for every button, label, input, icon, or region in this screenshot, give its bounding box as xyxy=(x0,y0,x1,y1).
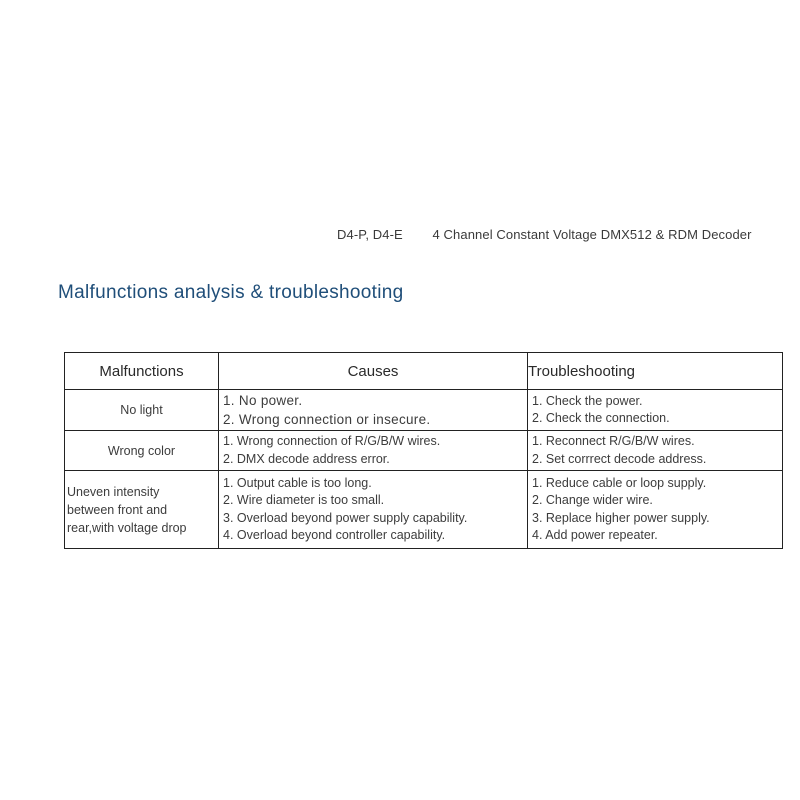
causes-cell xyxy=(219,431,528,471)
troubleshooting-cell xyxy=(528,431,783,471)
malfunction-text: Uneven intensity xyxy=(67,484,160,499)
malfunction-cell xyxy=(65,390,219,431)
malfunction-text: No light xyxy=(120,403,163,417)
malfunction-text: Wrong color xyxy=(107,443,176,458)
cause-item: 3. Overload beyond power supply capability. xyxy=(223,510,468,525)
cause-item: 2. DMX decode address error. xyxy=(223,451,390,466)
cause-item: 1. Wrong connection of R/G/B/W wires. xyxy=(223,434,441,448)
causes-cell xyxy=(219,471,528,549)
document-header xyxy=(337,227,752,242)
table-row xyxy=(65,431,783,471)
malfunction-cell xyxy=(65,471,219,549)
column-header-causes: Causes xyxy=(219,353,528,390)
troubleshooting-item: 1. Check the power. xyxy=(532,393,643,408)
table-header-row xyxy=(65,353,783,390)
section-title: Malfunctions analysis & troubleshooting xyxy=(58,282,404,303)
troubleshooting-item: 4. Add power repeater. xyxy=(532,528,658,542)
malfunction-text: rear,with voltage drop xyxy=(67,520,187,535)
table-row xyxy=(65,390,783,431)
troubleshooting-item: 2. Set corrrect decode address. xyxy=(532,451,707,466)
product-name: 4 Channel Constant Voltage DMX512 & RDM Decoder xyxy=(432,227,752,242)
troubleshooting-item: 1. Reduce cable or loop supply. xyxy=(532,475,707,490)
troubleshooting-item: 3. Replace higher power supply. xyxy=(532,510,710,525)
cause-item: 2. Wire diameter is too small. xyxy=(223,493,385,507)
table-row xyxy=(65,471,783,549)
troubleshooting-item: 1. Reconnect R/G/B/W wires. xyxy=(532,434,695,448)
cause-item: 2. Wrong connection or insecure. xyxy=(223,412,431,427)
cause-item: 1. No power. xyxy=(223,393,303,408)
column-header-malfunctions: Malfunctions xyxy=(65,353,219,390)
troubleshooting-cell xyxy=(528,390,783,431)
column-header-troubleshooting: Troubleshooting xyxy=(528,353,783,390)
cause-item: 4. Overload beyond controller capability. xyxy=(223,528,446,542)
troubleshooting-table xyxy=(64,352,783,549)
cause-item: 1. Output cable is too long. xyxy=(223,475,372,490)
malfunction-cell xyxy=(65,431,219,471)
troubleshooting-item: 2. Check the connection. xyxy=(532,411,670,425)
troubleshooting-cell xyxy=(528,471,783,549)
causes-cell xyxy=(219,390,528,431)
model-number: D4-P, D4-E xyxy=(337,227,403,242)
malfunction-text: between front and xyxy=(67,502,168,517)
troubleshooting-item: 2. Change wider wire. xyxy=(532,493,653,507)
